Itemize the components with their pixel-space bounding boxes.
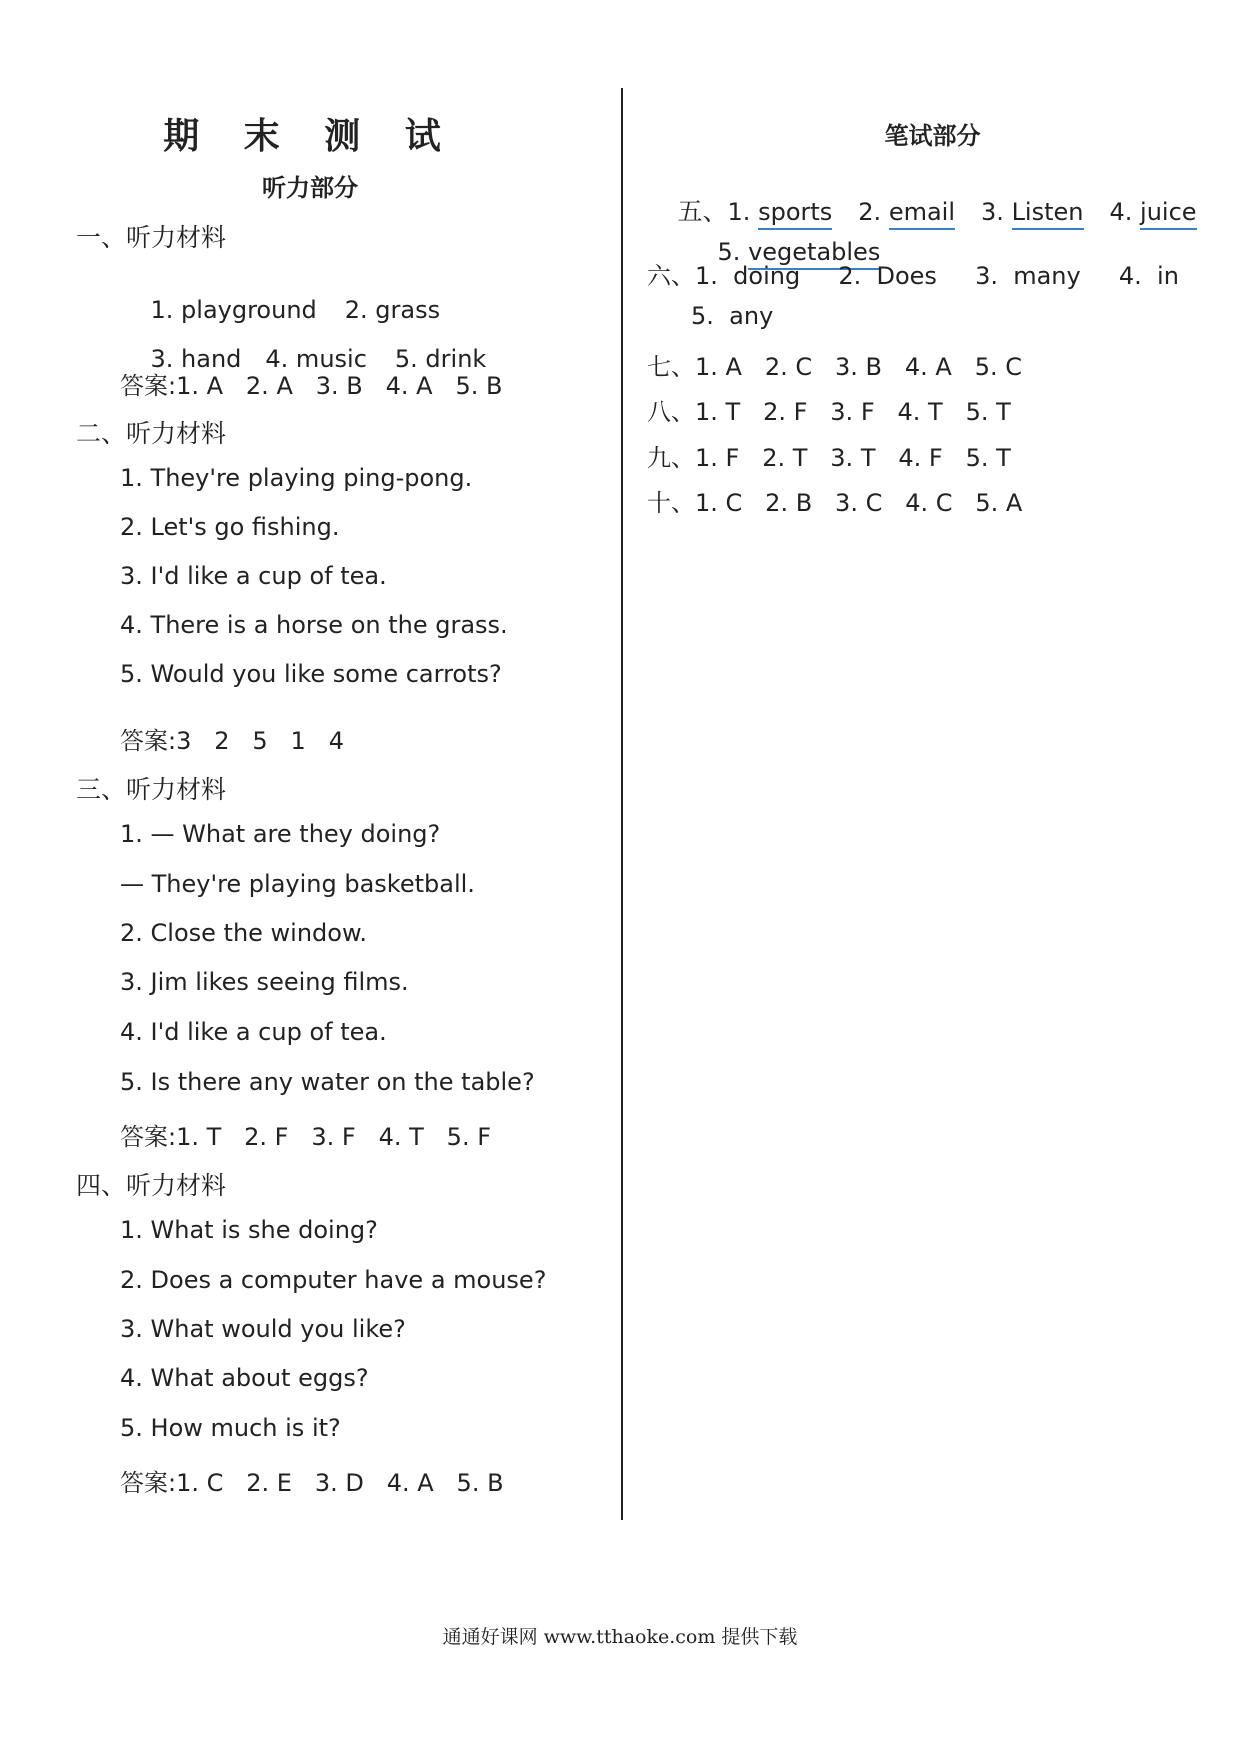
q5-num-1: 1. <box>727 198 751 226</box>
section-2-item: 2. Let's go fishing. <box>120 513 340 541</box>
section-2-item: 5. Would you like some carrots? <box>120 660 502 688</box>
section-2-item: 1. They're playing ping-pong. <box>120 464 473 492</box>
section-1-item-2: 2. grass <box>344 296 441 324</box>
section-1-heading: 一、听力材料 <box>76 223 227 252</box>
section-1-item-4: 4. music <box>265 345 367 373</box>
section-4-item: 4. What about eggs? <box>120 1364 369 1392</box>
section-4-item: 2. Does a computer have a mouse? <box>120 1266 547 1294</box>
section-2-item: 4. There is a horse on the grass. <box>120 611 508 639</box>
page-title: 期 末 测 试 <box>163 116 457 157</box>
section-4-item: 1. What is she doing? <box>120 1216 378 1244</box>
section-3-item: 3. Jim likes seeing films. <box>120 968 409 996</box>
question-10: 十、1. C 2. B 3. C 4. C 5. A <box>647 489 1023 517</box>
section-3-answer: 答案:1. T 2. F 3. F 4. T 5. F <box>120 1123 492 1151</box>
section-3-item: 2. Close the window. <box>120 919 368 947</box>
section-3-item: 4. I'd like a cup of tea. <box>120 1018 387 1046</box>
section-4-item: 5. How much is it? <box>120 1414 341 1442</box>
section-1-item-5: 5. drink <box>394 345 487 373</box>
q5-answer-5: vegetables <box>748 238 880 270</box>
footer-credit: 通通好课网 www.tthaoke.com 提供下载 <box>442 1626 798 1648</box>
question-9: 九、1. F 2. T 3. T 4. F 5. T <box>647 444 1011 472</box>
section-3-heading: 三、听力材料 <box>76 775 227 804</box>
section-3-item: 5. Is there any water on the table? <box>120 1068 535 1096</box>
listening-subtitle: 听力部分 <box>262 174 358 202</box>
q5-num-3: 3. <box>981 198 1004 226</box>
question-6-line-1: 六、1. doing 2. Does 3. many 4. in <box>647 262 1179 290</box>
question-5-prefix: 五、 <box>677 197 728 226</box>
written-subtitle: 笔试部分 <box>884 122 981 150</box>
section-2-item: 3. I'd like a cup of tea. <box>120 562 387 590</box>
q5-answer-3: Listen <box>1012 198 1084 230</box>
section-3-item: 1. — What are they doing? <box>120 820 441 848</box>
q5-answer-1: sports <box>758 198 832 230</box>
section-1-item-1: 1. playground <box>150 296 317 324</box>
section-4-item: 3. What would you like? <box>120 1315 406 1343</box>
question-7: 七、1. A 2. C 3. B 4. A 5. C <box>647 353 1022 381</box>
section-4-heading: 四、听力材料 <box>76 1171 227 1200</box>
section-1-item-3: 3. hand <box>150 345 242 373</box>
q5-num-4: 4. <box>1109 198 1133 226</box>
section-1-answer: 答案:1. A 2. A 3. B 4. A 5. B <box>120 372 503 400</box>
section-3-item: — They're playing basketball. <box>120 870 475 898</box>
section-2-answer: 答案:3 2 5 1 4 <box>120 727 344 755</box>
section-2-heading: 二、听力材料 <box>76 419 227 448</box>
q5-answer-2: email <box>889 198 955 230</box>
section-4-answer: 答案:1. C 2. E 3. D 4. A 5. B <box>120 1469 504 1497</box>
q5-answer-4: juice <box>1140 198 1197 230</box>
column-divider <box>621 88 623 1520</box>
q5-num-2: 2. <box>858 198 882 226</box>
question-8: 八、1. T 2. F 3. F 4. T 5. T <box>647 398 1011 426</box>
question-6-line-2: 5. any <box>691 302 774 330</box>
q5-num-5: 5. <box>717 238 741 266</box>
